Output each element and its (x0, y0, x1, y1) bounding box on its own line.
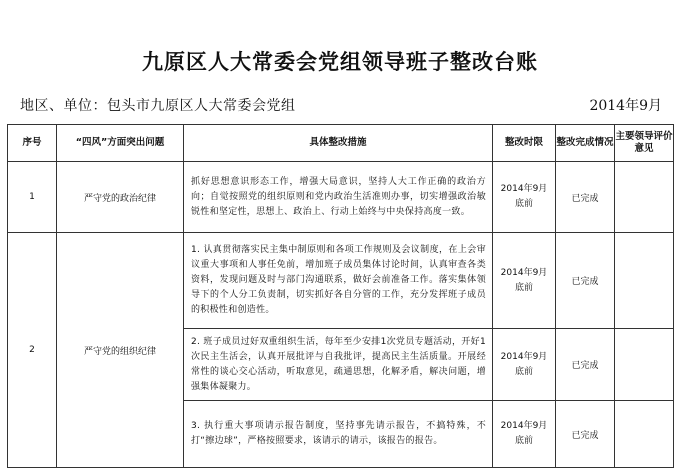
table-row (8, 162, 674, 233)
deadline-line: 底前 (514, 282, 533, 293)
deadline-line: 2014年9月 (500, 421, 548, 431)
date-label: 2014年9月 (589, 98, 662, 114)
issue-cell: 严守党的政治纪律 (57, 162, 184, 233)
header-status: 整改完成情况 (556, 125, 615, 162)
deadline-line: 2014年9月 (500, 267, 548, 278)
row-number: 1 (8, 162, 57, 233)
deadline-line: 2014年9月 (500, 351, 548, 362)
deadline-line: 底前 (514, 199, 533, 209)
header-issue: “四风”方面突出问题 (57, 125, 184, 162)
status-cell: 已完成 (556, 162, 615, 233)
status-cell: 已完成 (556, 233, 615, 329)
meta-line (20, 95, 662, 115)
status-cell: 已完成 (556, 401, 615, 468)
header-deadline: 整改时限 (493, 125, 556, 162)
rectification-table (7, 124, 674, 468)
header-no: 序号 (8, 125, 57, 162)
deadline-line: 底前 (514, 436, 533, 446)
measure-cell: 2. 班子成员过好双重组织生活，每年至少安排1次党员专题活动，开好1次民主生活会，认真开展批评与自我批评，提高民主生活质量。开展经常性的谈心交心活动，听取意见，疏通思想，化解矛盾，解决问题，增强集体凝聚力。 (184, 329, 493, 401)
deadline-cell (493, 329, 556, 401)
opinion-cell (615, 233, 674, 329)
opinion-cell (615, 162, 674, 233)
opinion-cell (615, 329, 674, 401)
header-leader-opinion: 主要领导评价意见 (615, 125, 674, 162)
measure-cell: 1. 认真贯彻落实民主集中制原则和各项工作规则及会议制度，在上会审议重大事项和人事任免前，增加班子成员集体讨论时间，认真审查各类资料，发现问题及时与部门沟通联系，做好会前准备工作。落实集体领导下的个人分工负责制，切实抓好各自分管的工作，充分发挥班子成员的积极性和创造性。 (184, 233, 493, 329)
deadline-cell (493, 233, 556, 329)
issue-cell: 严守党的组织纪律 (57, 233, 184, 468)
document-title: 九原区人大常委会党组领导班子整改台账 (142, 49, 538, 74)
header-row (8, 125, 674, 162)
measure-cell: 3. 执行重大事项请示报告制度，坚持事先请示报告，不搞特殊，不打“擦边球”，严格按照要求，该请示的请示，该报告的报告。 (184, 401, 493, 468)
row-number: 2 (8, 233, 57, 468)
deadline-line: 2014年9月 (500, 184, 548, 194)
table-row (8, 233, 674, 329)
deadline-cell (493, 162, 556, 233)
deadline-line: 底前 (514, 366, 533, 377)
deadline-cell (493, 401, 556, 468)
region-label: 地区、单位：包头市九原区人大常委会党组 (20, 98, 296, 114)
status-cell: 已完成 (556, 329, 615, 401)
opinion-cell (615, 401, 674, 468)
measure-cell: 抓好思想意识形态工作，增强大局意识，坚持人大工作正确的政治方向；自觉按照党的组织原则和党内政治生活准则办事，切实增强政治敏锐性和坚定性，思想上、政治上、行动上始终与中央保持高度一致。 (184, 162, 493, 233)
header-measures: 具体整改措施 (184, 125, 493, 162)
